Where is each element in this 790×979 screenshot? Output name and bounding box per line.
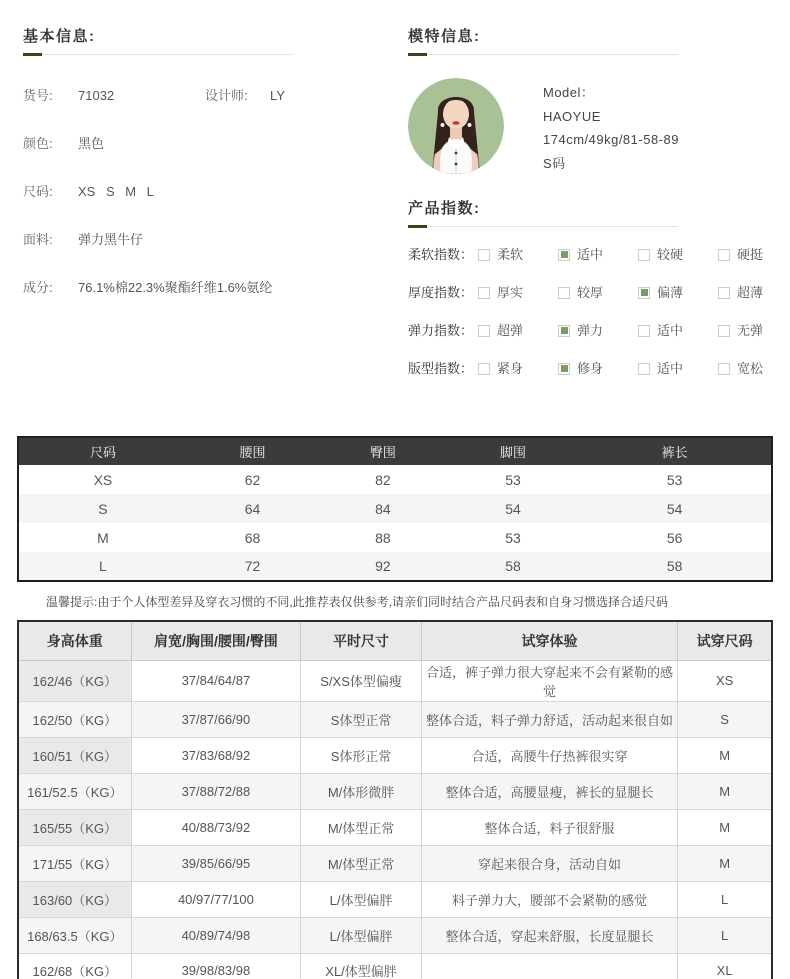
- index-row-label: 版型指数：: [408, 361, 474, 376]
- checkbox-icon[interactable]: [478, 287, 490, 299]
- size-label: 尺码:: [23, 184, 53, 199]
- item-no-label: 货号:: [23, 88, 53, 103]
- index-row-label: 弹力指数：: [408, 323, 474, 338]
- basic-info-title: 基本信息:: [23, 28, 96, 45]
- model-portrait-illustration: [408, 78, 504, 174]
- index-option[interactable]: 较硬: [638, 247, 718, 262]
- size-tips-note: 温馨提示:由于个人体型差异及穿衣习惯的不同,此推荐表仅供参考,请亲们同时结合产品尺码表和自身习惯选择合适尺码: [46, 595, 669, 609]
- col-header-tryon-size: 试穿尺码: [678, 621, 772, 660]
- table-row: 163/60（KG） 40/97/77/100 L/体型偏胖 料子弹力大，腰部不会紧勒的感觉 L: [18, 881, 772, 917]
- section-divider: [408, 53, 678, 56]
- index-option[interactable]: 无弹: [718, 323, 763, 338]
- tryon-table-header-row: [18, 621, 772, 660]
- index-option[interactable]: 柔软: [478, 247, 558, 262]
- col-header-tryon-experience: 试穿体验: [421, 621, 677, 660]
- checkbox-icon[interactable]: [638, 363, 650, 375]
- basic-info-rows: [23, 89, 392, 295]
- index-option[interactable]: 紧身: [478, 361, 558, 376]
- size-table-header-row: [18, 437, 772, 465]
- model-line-size: S码: [543, 155, 566, 171]
- stretch-index-row: [408, 323, 773, 338]
- index-option[interactable]: 厚实: [478, 285, 558, 300]
- item-no-row: [23, 89, 392, 103]
- fabric-label: 面料:: [23, 232, 53, 247]
- index-option[interactable]: 修身: [558, 361, 638, 376]
- model-box: [408, 78, 773, 175]
- checkbox-icon[interactable]: [558, 287, 570, 299]
- model-line-label: Model：: [543, 85, 595, 100]
- model-photo: [408, 78, 504, 174]
- table-row: L 72 92 58 58: [18, 552, 772, 581]
- product-index-title: 产品指数:: [408, 200, 481, 217]
- model-info-section: [392, 28, 773, 399]
- index-row-label: 厚度指数：: [408, 285, 474, 300]
- fit-index-row: [408, 361, 773, 376]
- table-row: 161/52.5（KG） 37/88/72/88 M/体形微胖 整体合适，高腰显瘦，裤长的显腿长 M: [18, 773, 772, 809]
- checkbox-icon[interactable]: [718, 325, 730, 337]
- tryon-report-table: [17, 620, 773, 979]
- index-option[interactable]: 适中: [638, 361, 718, 376]
- table-row: 168/63.5（KG） 40/89/74/98 L/体型偏胖 整体合适，穿起来舒服，长度显腿长 L: [18, 917, 772, 953]
- model-line-measurements: 174cm/49kg/81-58-89: [543, 132, 679, 147]
- table-row: 162/68（KG） 39/98/83/98 XL/体型偏胖 XL: [18, 953, 772, 979]
- color-label: 颜色:: [23, 136, 53, 151]
- composition-row: [23, 281, 392, 295]
- table-row: S 64 84 54 54: [18, 494, 772, 523]
- color-row: [23, 137, 392, 151]
- table-row: 162/46（KG） 37/84/64/87 S/XS体型偏瘦 合适，裤子弹力很大穿起来不会有紧勒的感觉 XS: [18, 660, 772, 701]
- index-option[interactable]: 适中: [558, 247, 638, 262]
- checkbox-icon[interactable]: [478, 363, 490, 375]
- table-row: M 68 88 53 56: [97, 529, 683, 546]
- section-divider: [23, 53, 293, 56]
- col-header-size: 尺码: [18, 437, 187, 465]
- index-option[interactable]: 弹力: [558, 323, 638, 338]
- col-header-usual-size: 平时尺寸: [301, 621, 422, 660]
- table-row: 162/50（KG） 37/87/66/90 S体型正常 整体合适，料子弹力舒适，活动起来很自如 S: [18, 701, 772, 737]
- size-chart-table: [17, 436, 773, 582]
- checkbox-icon[interactable]: [638, 325, 650, 337]
- index-row-label: 柔软指数：: [408, 247, 474, 262]
- thickness-index-row: [408, 285, 773, 300]
- designer-label: 设计师:: [205, 88, 248, 103]
- table-row: XS 62 82 53 53: [93, 471, 683, 488]
- checkbox-checked-icon[interactable]: [558, 249, 570, 261]
- composition-value: 76.1%棉22.3%聚酯纤维1.6%氨纶: [78, 280, 273, 295]
- col-header-leg-opening: 脚围: [448, 437, 578, 465]
- basic-info-section: [23, 28, 392, 399]
- checkbox-icon[interactable]: [718, 287, 730, 299]
- top-section: [0, 0, 790, 399]
- model-details: [543, 81, 679, 175]
- index-option[interactable]: 超薄: [718, 285, 763, 300]
- col-header-waist: 腰围: [187, 437, 318, 465]
- checkbox-icon[interactable]: [478, 325, 490, 337]
- checkbox-icon[interactable]: [638, 249, 650, 261]
- softness-index-row: [408, 247, 773, 262]
- col-header-measurements: 肩宽/胸围/腰围/臀围: [131, 621, 301, 660]
- section-divider: [408, 225, 678, 228]
- index-option[interactable]: 偏薄: [638, 285, 718, 300]
- size-value: XS S M L: [78, 184, 154, 199]
- index-option[interactable]: 超弹: [478, 323, 558, 338]
- index-option[interactable]: 宽松: [718, 361, 763, 376]
- index-option[interactable]: 硬挺: [718, 247, 763, 262]
- checkbox-checked-icon[interactable]: [558, 363, 570, 375]
- fabric-row: [23, 233, 392, 247]
- designer-value: LY: [270, 88, 285, 103]
- index-option[interactable]: 较厚: [558, 285, 638, 300]
- checkbox-icon[interactable]: [478, 249, 490, 261]
- checkbox-checked-icon[interactable]: [638, 287, 650, 299]
- size-row: [23, 185, 392, 199]
- checkbox-icon[interactable]: [718, 249, 730, 261]
- col-header-height-weight: 身高体重: [18, 621, 131, 660]
- checkbox-checked-icon[interactable]: [558, 325, 570, 337]
- col-header-hip: 臀围: [318, 437, 448, 465]
- model-line-name: HAOYUE: [543, 108, 601, 124]
- table-row: 160/51（KG） 37/83/68/92 S体形正常 合适，高腰牛仔热裤很实穿 M: [18, 737, 772, 773]
- index-option[interactable]: 适中: [638, 323, 718, 338]
- table-row: 165/55（KG） 40/88/73/92 M/体型正常 整体合适，料子很舒服 M: [18, 809, 772, 845]
- composition-label: 成分:: [23, 280, 53, 295]
- checkbox-icon[interactable]: [718, 363, 730, 375]
- product-index-rows: [408, 247, 773, 376]
- fabric-value: 弹力黑牛仔: [78, 232, 144, 247]
- item-no-value: 71032: [78, 88, 115, 103]
- col-header-pants-length: 裤长: [578, 437, 772, 465]
- table-row: 171/55（KG） 39/85/66/95 M/体型正常 穿起来很合身，活动自如 M: [18, 845, 772, 881]
- model-info-title: 模特信息:: [408, 28, 481, 45]
- color-value: 黑色: [78, 136, 105, 151]
